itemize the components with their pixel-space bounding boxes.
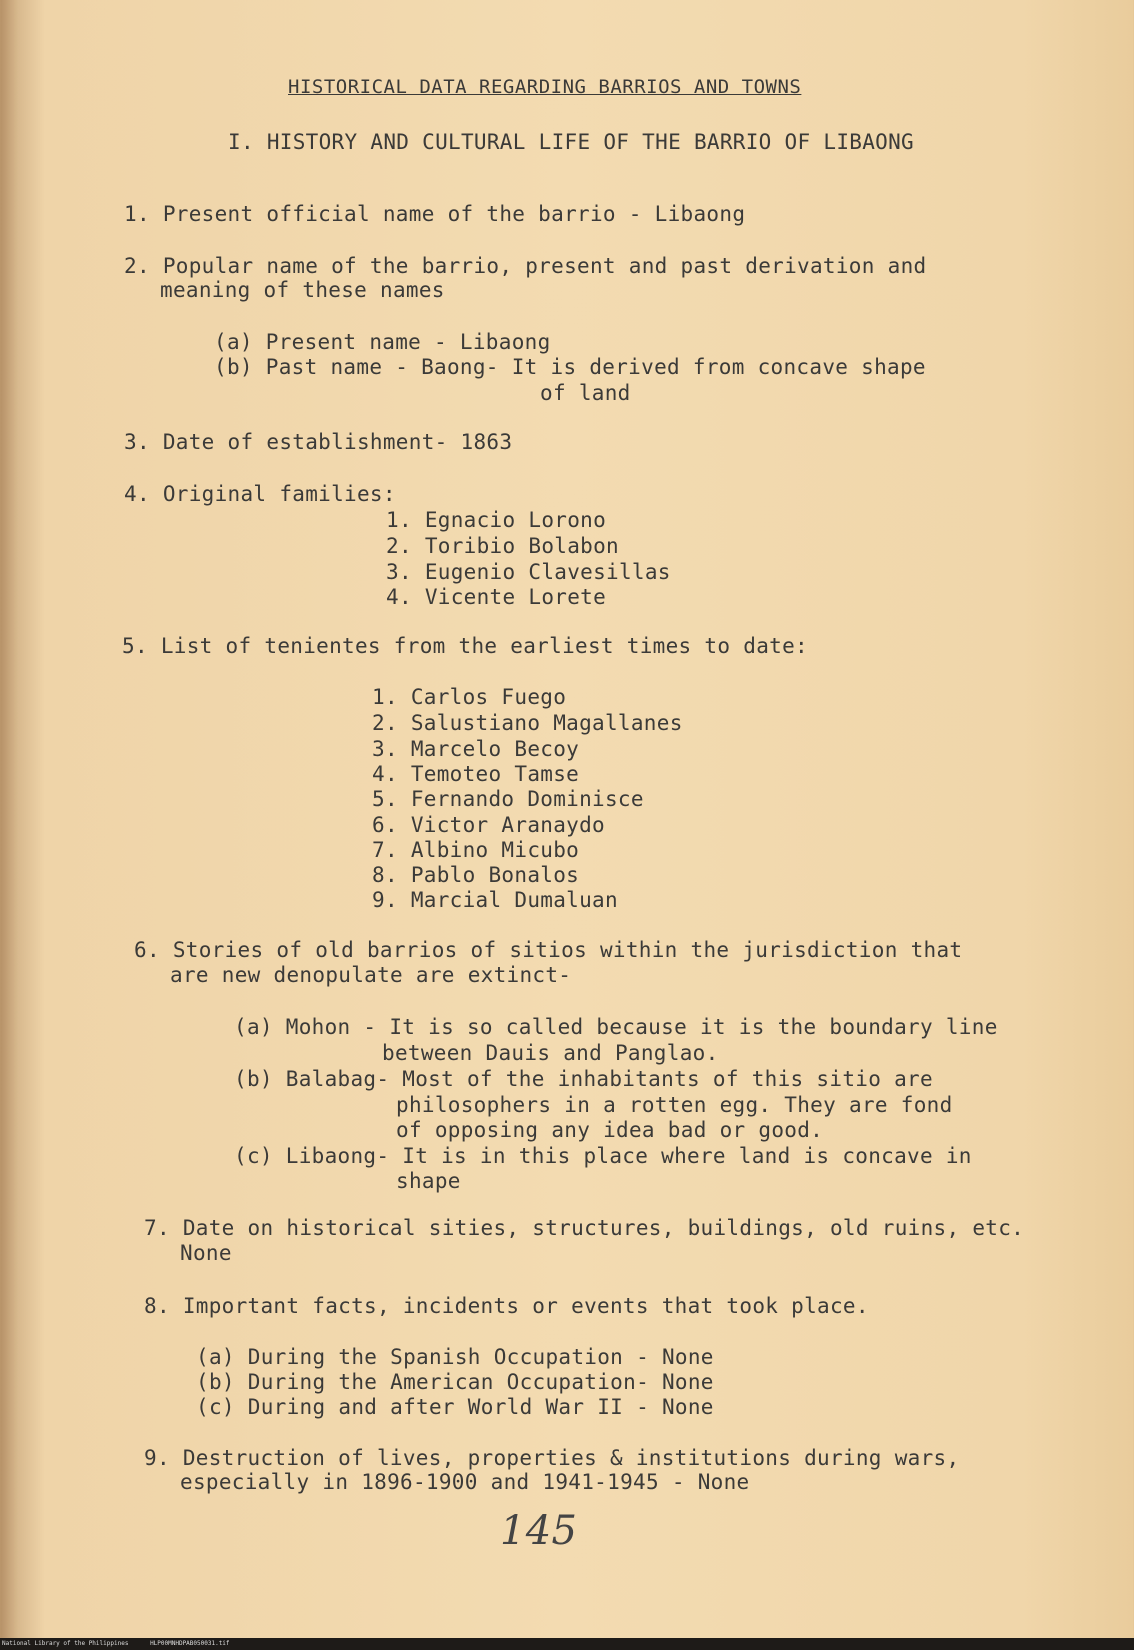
item-3-establishment: 3. Date of establishment- 1863 <box>124 430 513 454</box>
item-2-present-name: (a) Present name - Libaong <box>214 330 551 354</box>
document-title: HISTORICAL DATA REGARDING BARRIOS AND TOWNS <box>288 76 802 98</box>
item-9-line-1: 9. Destruction of lives, properties & institutions during wars, <box>144 1446 960 1470</box>
footer-library: National Library of the Philippines <box>2 1640 129 1647</box>
handwritten-page-number: 145 <box>500 1508 578 1554</box>
teniente-entry: 9. Marcial Dumaluan <box>372 888 618 912</box>
sitio-mohon: (a) Mohon - It is so called because it is the boundary line <box>234 1015 998 1039</box>
teniente-entry: 5. Fernando Dominisce <box>372 787 644 811</box>
family-entry: 1. Egnacio Lorono <box>386 508 607 532</box>
teniente-entry: 7. Albino Micubo <box>372 838 580 862</box>
teniente-entry: 2. Salustiano Magallanes <box>372 711 683 735</box>
family-entry: 2. Toribio Bolabon <box>386 534 619 558</box>
item-9-line-2: especially in 1896-1900 and 1941-1945 - None <box>180 1470 750 1494</box>
footer-filename: HLP00MNHDPAB050031.tif <box>150 1640 230 1647</box>
event-world-war-ii: (c) During and after World War II - None <box>196 1395 714 1419</box>
item-7-line-1: 7. Date on historical sities, structures, buildings, old ruins, etc. <box>144 1216 1025 1240</box>
item-2-line-2: meaning of these names <box>160 278 445 302</box>
family-entry: 4. Vicente Lorete <box>386 585 607 609</box>
sitio-libaong: (c) Libaong- It is in this place where land is concave in <box>234 1144 972 1168</box>
teniente-entry: 1. Carlos Fuego <box>372 685 567 709</box>
item-7-line-2: None <box>180 1241 232 1265</box>
sitio-balabag-cont-2: of opposing any idea bad or good. <box>396 1118 824 1142</box>
teniente-entry: 4. Temoteo Tamse <box>372 762 580 786</box>
sitio-balabag: (b) Balabag- Most of the inhabitants of this sitio are <box>234 1067 933 1091</box>
item-8-heading: 8. Important facts, incidents or events that took place. <box>144 1294 869 1318</box>
section-heading: I. HISTORY AND CULTURAL LIFE OF THE BARRIO OF LIBAONG <box>228 130 914 154</box>
item-2-past-name-cont: of land <box>540 381 631 405</box>
item-2-past-name: (b) Past name - Baong- It is derived from concave shape <box>214 355 926 379</box>
sitio-libaong-cont: shape <box>396 1169 461 1193</box>
teniente-entry: 8. Pablo Bonalos <box>372 863 580 887</box>
family-entry: 3. Eugenio Clavesillas <box>386 560 671 584</box>
item-6-line-1: 6. Stories of old barrios of sitios within the jurisdiction that <box>134 938 963 962</box>
item-1-official-name: 1. Present official name of the barrio - Libaong <box>124 202 746 226</box>
event-spanish-occupation: (a) During the Spanish Occupation - None <box>196 1345 714 1369</box>
item-2-line-1: 2. Popular name of the barrio, present and past derivation and <box>124 254 927 278</box>
teniente-entry: 6. Victor Aranaydo <box>372 813 605 837</box>
sitio-mohon-cont: between Dauis and Panglao. <box>382 1041 719 1065</box>
item-4-heading: 4. Original families: <box>124 482 396 506</box>
event-american-occupation: (b) During the American Occupation- None <box>196 1370 714 1394</box>
sitio-balabag-cont-1: philosophers in a rotten egg. They are fond <box>396 1093 953 1117</box>
scan-footer <box>0 1638 1134 1650</box>
item-6-line-2: are new denopulate are extinct- <box>170 963 572 987</box>
teniente-entry: 3. Marcelo Becoy <box>372 737 580 761</box>
item-5-heading: 5. List of tenientes from the earliest times to date: <box>122 634 808 658</box>
